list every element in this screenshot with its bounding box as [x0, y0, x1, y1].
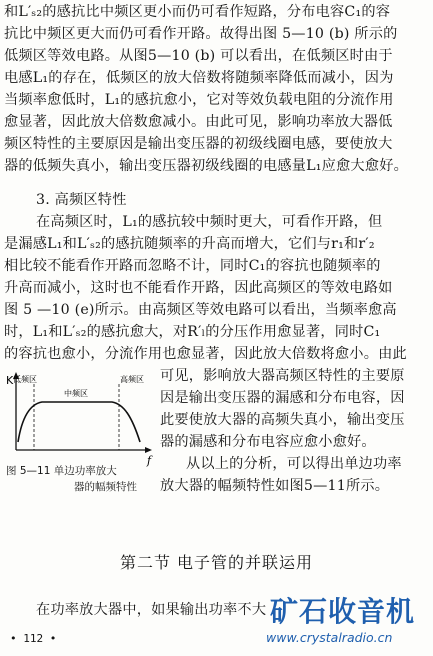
text-line: 当频率愈低时，L₁的感抗愈小，它对等效负载电阻的分流作用 — [4, 92, 394, 108]
text-line: 在高频区时，L₁的感抗较中频时更大，可看作开路，但 — [36, 214, 383, 230]
text-line: 因是输出变压器的漏感和分布电容，因 — [160, 390, 405, 406]
text-line: 此要使放大器的高频失真小，输出变压 — [160, 412, 405, 428]
response-curve — [18, 402, 140, 442]
figure-5-11 — [4, 372, 154, 493]
y-axis-label: K — [6, 374, 14, 387]
high-region-label: 高频区 — [120, 375, 144, 384]
text-line: 抗比中频区更大而仍可看作开路。故得出图 5—10 (b) 所示的 — [4, 26, 398, 42]
mid-region-label: 中频区 — [64, 389, 88, 398]
last-line-tail: 大 — [251, 602, 267, 618]
text-line: 图 5 —10 (e)所示。由高频区等效电路可以看出，当频率愈高 — [4, 302, 397, 318]
watermark-text: 矿石收音机 — [270, 595, 416, 628]
x-axis-label: f — [147, 454, 152, 467]
text-line: 时，L₁和L′ₛ₂的感抗愈大，对R′ₗ的分压作用愈显著，同时C₁ — [4, 324, 381, 340]
text-line: 是漏感L₁和L′ₛ₂的感抗随频率的升高而增大，它们与r₁和r′₂ — [4, 236, 375, 252]
text-line: 升高而减小，这时也不能看作开路，因此高频区的等效电路如 — [4, 280, 393, 296]
text-line: 3. 高频区特性 — [36, 192, 127, 208]
text-line: 可见，影响放大器高频区特性的主要原 — [160, 368, 405, 384]
watermark-url: www.crystalradio.cn — [266, 630, 393, 645]
frequency-response-chart — [4, 372, 154, 472]
last-line-text: 在功率放大器中，如果输出功率不 — [36, 602, 252, 618]
text-line: 的容抗也愈小，分流作用也愈显著，因此放大倍数将愈小。由此 — [4, 346, 407, 362]
last-paragraph-line — [36, 602, 266, 619]
watermark-name — [270, 590, 415, 630]
section-heading: 第二节 电子管的并联运用 — [119, 553, 314, 572]
page-number: • 112 • — [10, 632, 57, 645]
text-line: 和L′ₛ₂的感抗比中频区更小而仍可看作短路，分布电容C₁的容 — [4, 4, 391, 20]
text-line: 电感L₁的存在，低频区的放大倍数将随频率降低而减小，因为 — [4, 70, 394, 86]
figure-caption-line2: 器的幅频特性 — [74, 481, 137, 493]
text-line: 器的漏感和分布电容应愈小愈好。 — [160, 434, 376, 450]
figure-caption-line1: 图 5—11 单边功率放大 — [6, 465, 117, 477]
text-line: 愈显著，因此放大倍数愈减小。由此可见，影响功率放大器低 — [4, 114, 393, 130]
text-line: 频区特性的主要原因是输出变压器的初级线圈电感，要使放大 — [4, 136, 393, 152]
text-line: 放大器的幅频特性如图5—11所示。 — [160, 478, 390, 494]
text-line: 从以上的分析，可以得出单边功率 — [186, 456, 402, 472]
text-line: 相比较不能看作开路而忽略不计，同时C₁的容抗也随频率的 — [4, 258, 381, 274]
text-line: 器的低频失真小，输出变压器初级线圈的电感量L₁应愈大愈好。 — [4, 158, 408, 174]
text-line: 低频区等效电路。从图5—10 (b) 可以看出，在低频区时由于 — [4, 48, 393, 64]
x-axis-arrow — [145, 447, 152, 453]
low-region-label: 低频区 — [13, 375, 37, 384]
